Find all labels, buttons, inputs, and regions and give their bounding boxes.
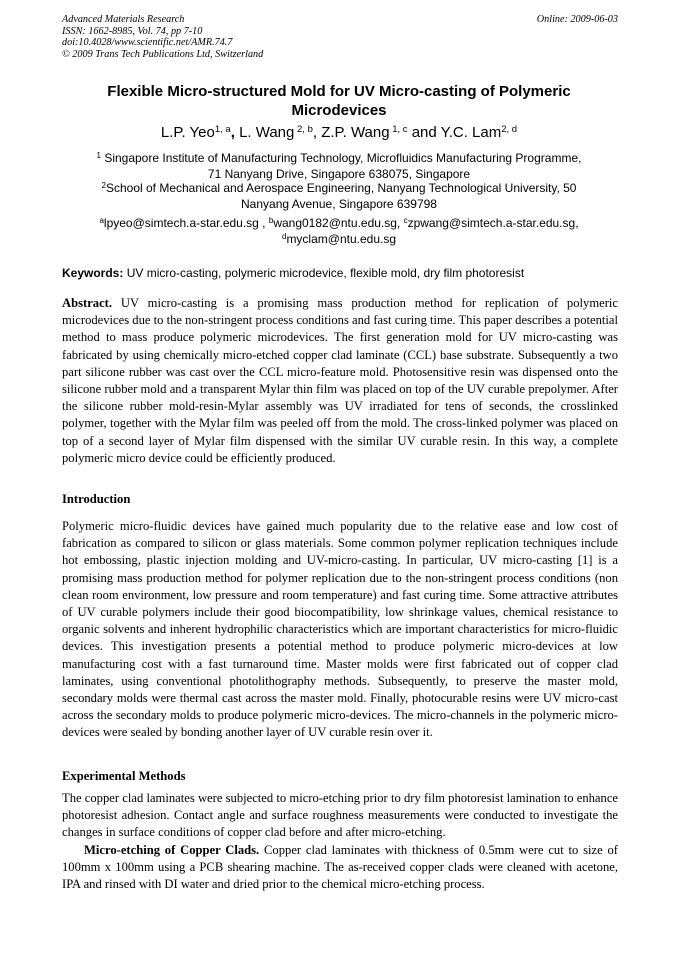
- methods-heading: Experimental Methods: [62, 769, 186, 783]
- copyright: © 2009 Trans Tech Publications Ltd, Switzerland: [62, 48, 264, 60]
- journal-name: Advanced Materials Research: [62, 14, 185, 25]
- affil-mark: 2: [101, 181, 106, 190]
- methods-paragraph: The copper clad laminates were subjected to micro-etching prior to dry film photoresist lamination to enhance photoresist adhesion. Contact angle and surface roughness measurements were conducted to investigate the changes in surface conditions of copper clad before and after micro-etching.: [62, 791, 618, 840]
- affil-text: Nanyang Avenue, Singapore 639798: [241, 197, 437, 211]
- affiliation-2: [62, 180, 616, 212]
- email-mark: b: [268, 216, 274, 225]
- author-separator: ,: [312, 124, 322, 141]
- keywords: [62, 266, 618, 281]
- doi: doi:10.4028/www.scientific.net/AMR.74.7: [62, 37, 233, 49]
- title-line-1: Flexible Micro-structured Mold for UV Micro-casting of Polymeric: [107, 83, 571, 100]
- email-address: myclam@ntu.edu.sg: [286, 232, 396, 246]
- affil-text: Singapore Institute of Manufacturing Technology, Microfluidics Manufacturing Programme,: [100, 151, 582, 165]
- journal-header: [62, 14, 618, 60]
- author-name: L. Wang: [239, 124, 295, 141]
- introduction-heading: Introduction: [62, 492, 131, 506]
- author-affil-mark: 2, d: [501, 124, 518, 135]
- keywords-text: UV micro-casting, polymeric microdevice, flexible mold, dry film photoresist: [123, 266, 525, 280]
- author-separator: ,: [230, 124, 240, 141]
- issn: ISSN: 1662-8985, Vol. 74, pp 7-10: [62, 25, 203, 37]
- abstract-text: UV micro-casting is a promising mass production method for replication of polymeric microdevices due to the non-stringent process conditions and fast curing time. This paper describes a potential method to mass produce polymeric microdevices. The first generation mold for UV micro-casting was fabricated by using chemically micro-etched copper clad laminate (CCL) base substrate. Subsequently a two part silicone rubber was cast over the CCL micro-feature mold. Photosensitive resin was dispensed onto the silicone rubber mold and a transparent Mylar thin film was placed on top of the UV curable prepolymer. After the silicone rubber mold-resin-Mylar assembly was UV irradiated for tens of seconds, the crosslinked polymer, together with the Mylar film was peeled off from the mold. The cross-linked polymer was placed on top of a second layer of Mylar film dispensed with the similar UV curable resin. In this way, a complete polymeric micro device could be efficiently produced.: [62, 296, 618, 465]
- affiliation-1: [62, 150, 616, 182]
- author-list: [62, 124, 616, 142]
- paper-title: [62, 82, 616, 120]
- email-address: wang0182@ntu.edu.sg,: [273, 216, 404, 230]
- author-emails: [62, 215, 616, 247]
- author-affil-mark: 1, c: [389, 124, 408, 135]
- email-address: zpwang@simtech.a-star.edu.sg,: [407, 216, 579, 230]
- author-separator: and: [407, 124, 441, 141]
- abstract-label: Abstract.: [62, 296, 113, 310]
- micro-etching-paragraph: [62, 842, 618, 894]
- subsection-heading: Micro-etching of Copper Clads.: [84, 842, 260, 857]
- abstract: [62, 295, 618, 467]
- title-line-2: Microdevices: [291, 102, 387, 119]
- methods-text: [62, 790, 618, 893]
- online-date: Online: 2009-06-03: [536, 14, 618, 25]
- affil-text: 71 Nanyang Drive, Singapore 638075, Singapore: [207, 167, 471, 181]
- keywords-label: Keywords:: [62, 266, 124, 280]
- subsection-text: Copper clad laminates with thickness of 0.5mm were cut to size of 100mm x 100mm using a PCB shearing machine. The as-received copper clads were cleaned with acetone, IPA and rinsed with DI water and dried prior to the chemical micro-etching process.: [62, 842, 618, 892]
- affil-mark: 1: [96, 151, 101, 160]
- email-mark: a: [99, 216, 104, 225]
- author-name: Z.P. Wang: [321, 124, 390, 141]
- email-address: lpyeo@simtech.a-star.edu.sg ,: [103, 216, 269, 230]
- affil-text: School of Mechanical and Aerospace Engineering, Nanyang Technological University, 50: [105, 181, 577, 195]
- introduction-text: Polymeric micro-fluidic devices have gained much popularity due to the relative ease and low cost of fabrication as compared to silicon or glass materials. Some common polymer replication techniques include hot embossing, plastic injection molding and UV-micro-casting. In particular, UV micro-casting [1] is a promising mass production method for polymer replication due to the non-stringent process conditions (non clean room environment, low pressure and room temperature) and fast curing time. Some attractive attributes of UV curable polymers include their good biocompatibility, low shrinkage values, chemical resistance to organic solvents and inherent hydrophilic characteristics which are important characteristics for micro-fluidic devices. This investigation presents a potential method to produce polymeric micro-devices at low manufacturing cost with a fast turnaround time. Master molds were first fabricated out of copper clad laminates, using conventional photolithography methods. Subsequently, to preserve the master mold, secondary molds were thermal cast across the master mold. Finally, photocurable resins were UV micro-cast across the secondary molds to produce polymeric micro-devices. The micro-channels in the polymeric micro-devices were sealed by bonding another layer of UV curable resin over it.: [62, 519, 618, 740]
- author-affil-mark: 1, a: [214, 124, 231, 135]
- email-mark: c: [403, 216, 408, 225]
- author-affil-mark: 2, b: [294, 124, 313, 135]
- email-mark: d: [281, 232, 287, 241]
- author-name: L.P. Yeo: [160, 124, 215, 141]
- author-name: Y.C. Lam: [440, 124, 502, 141]
